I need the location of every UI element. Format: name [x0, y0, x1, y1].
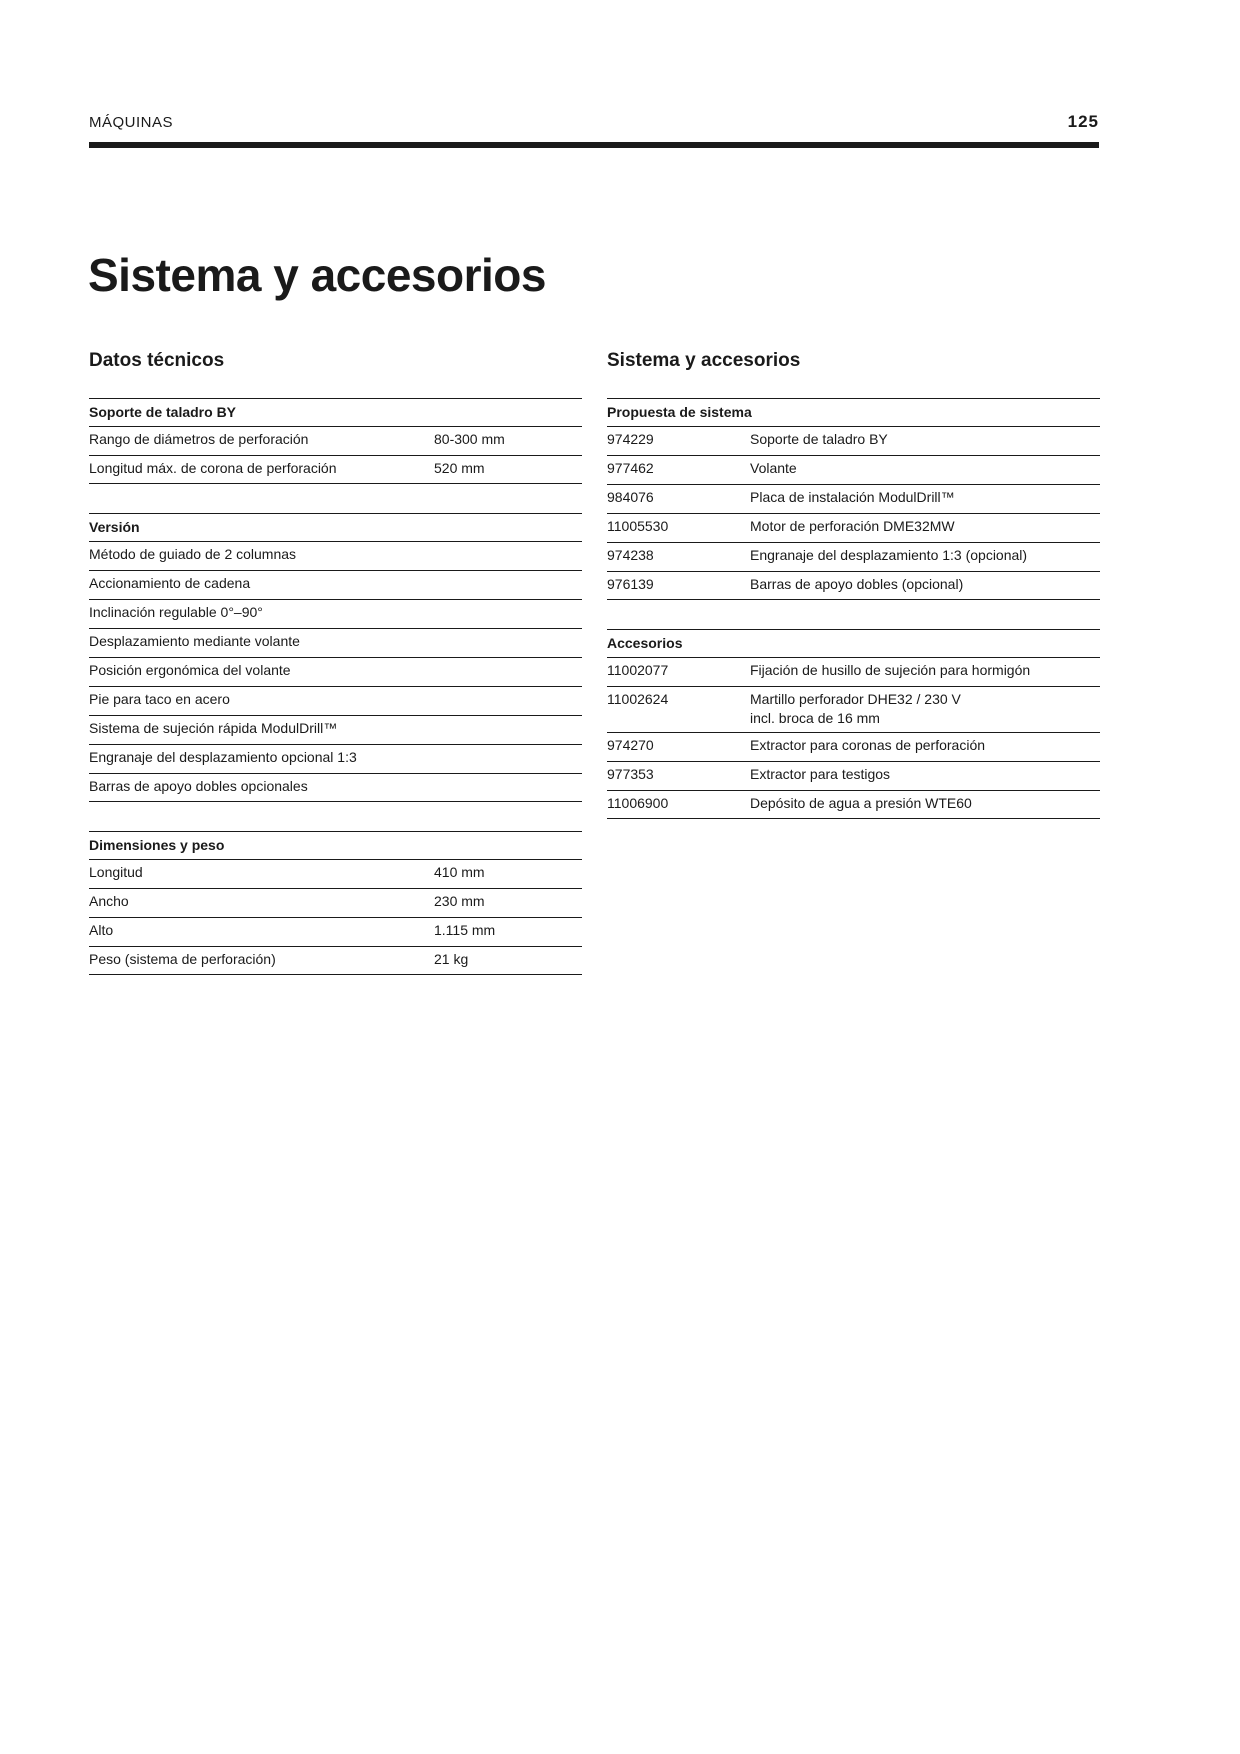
table-row	[89, 859, 582, 888]
row-label: Alto	[89, 922, 114, 938]
row-label: 11002077	[607, 662, 669, 678]
row-label: 977353	[607, 766, 654, 782]
row-value	[434, 574, 582, 595]
row-label: 974229	[607, 431, 654, 447]
table-row	[607, 426, 1100, 455]
row-label: Longitud	[89, 864, 143, 880]
table-row	[89, 917, 582, 946]
row-value	[434, 661, 582, 682]
row-value: Depósito de agua a presión WTE60	[750, 795, 972, 811]
page-title: Sistema y accesorios	[88, 249, 546, 301]
left-section	[89, 398, 582, 484]
row-label: Posición ergonómica del volante	[89, 662, 291, 678]
row-label: 977462	[607, 460, 654, 476]
row-label: 11005530	[607, 518, 669, 534]
row-value	[434, 632, 582, 653]
row-label: Engranaje del desplazamiento opcional 1:3	[89, 749, 357, 765]
row-value	[434, 748, 582, 769]
table-row	[607, 484, 1100, 513]
table-row	[89, 715, 582, 744]
row-value: Engranaje del desplazamiento 1:3 (opcional)	[750, 547, 1028, 563]
left-section	[89, 831, 582, 975]
row-value	[434, 777, 582, 797]
row-label: 976139	[607, 576, 654, 592]
section-title: Versión	[89, 513, 582, 541]
table-row	[89, 570, 582, 599]
table-row	[607, 455, 1100, 484]
row-value: Martillo perforador DHE32 / 230 V incl. broca de 16 mm	[750, 691, 961, 726]
left-column	[89, 350, 582, 1004]
row-label: Rango de diámetros de perforación	[89, 431, 309, 447]
row-label: 984076	[607, 489, 654, 505]
section-title: Dimensiones y peso	[89, 831, 582, 859]
row-value	[434, 603, 582, 624]
table-row	[89, 888, 582, 917]
table-row	[89, 426, 582, 455]
table-row	[607, 732, 1100, 761]
section-label: MÁQUINAS	[89, 114, 174, 131]
row-label: Ancho	[89, 893, 129, 909]
row-value: Extractor para testigos	[750, 766, 891, 782]
row-value: 21 kg	[434, 951, 469, 967]
table-row	[607, 790, 1100, 819]
row-value	[434, 545, 582, 566]
row-value: 410 mm	[434, 864, 485, 880]
row-label: Pie para taco en acero	[89, 691, 230, 707]
section-title: Accesorios	[607, 629, 1100, 657]
row-value: Fijación de husillo de sujeción para hormigón	[750, 662, 1031, 678]
row-value: Extractor para coronas de perforación	[750, 737, 986, 753]
right-section	[607, 398, 1100, 600]
header-rule	[89, 142, 1099, 148]
section-title: Propuesta de sistema	[607, 398, 1100, 426]
row-label: Accionamiento de cadena	[89, 575, 251, 591]
table-row	[607, 657, 1100, 686]
table-row	[607, 513, 1100, 542]
table-row	[89, 599, 582, 628]
row-label: Método de guiado de 2 columnas	[89, 546, 297, 562]
right-heading: Sistema y accesorios	[607, 350, 801, 371]
row-label: Sistema de sujeción rápida ModulDrill™	[89, 720, 338, 736]
row-label: Barras de apoyo dobles opcionales	[89, 778, 308, 794]
table-row	[89, 744, 582, 773]
section-title: Soporte de taladro BY	[89, 398, 582, 426]
row-label: 11006900	[607, 795, 669, 811]
page-header	[89, 112, 1099, 132]
table-row	[89, 686, 582, 715]
row-value: 230 mm	[434, 893, 485, 909]
row-value: Volante	[750, 460, 797, 476]
row-value: Soporte de taladro BY	[750, 431, 888, 447]
table-row	[607, 571, 1100, 600]
row-value: 1.115 mm	[434, 922, 496, 938]
table-row	[89, 946, 582, 975]
right-section	[607, 629, 1100, 819]
table-row	[89, 628, 582, 657]
table-row	[89, 773, 582, 802]
row-value: Placa de instalación ModulDrill™	[750, 489, 955, 505]
table-row	[89, 657, 582, 686]
table-row	[607, 686, 1100, 732]
left-heading: Datos técnicos	[89, 350, 225, 371]
row-value	[434, 690, 582, 711]
row-label: 974270	[607, 737, 654, 753]
left-section	[89, 513, 582, 802]
page-number: 125	[1067, 112, 1099, 131]
row-value	[434, 719, 582, 740]
row-value: Motor de perforación DME32MW	[750, 518, 955, 534]
row-label: Longitud máx. de corona de perforación	[89, 460, 337, 476]
row-label: Peso (sistema de perforación)	[89, 951, 276, 967]
row-label: 974238	[607, 547, 654, 563]
row-value: 80-300 mm	[434, 431, 505, 447]
right-column	[607, 350, 1100, 848]
table-row	[607, 761, 1100, 790]
row-label: 11002624	[607, 691, 669, 707]
table-row	[607, 542, 1100, 571]
row-value: 520 mm	[434, 460, 485, 476]
row-value: Barras de apoyo dobles (opcional)	[750, 576, 964, 592]
row-label: Inclinación regulable 0°–90°	[89, 604, 263, 620]
row-label: Desplazamiento mediante volante	[89, 633, 300, 649]
table-row	[89, 541, 582, 570]
table-row	[89, 455, 582, 484]
